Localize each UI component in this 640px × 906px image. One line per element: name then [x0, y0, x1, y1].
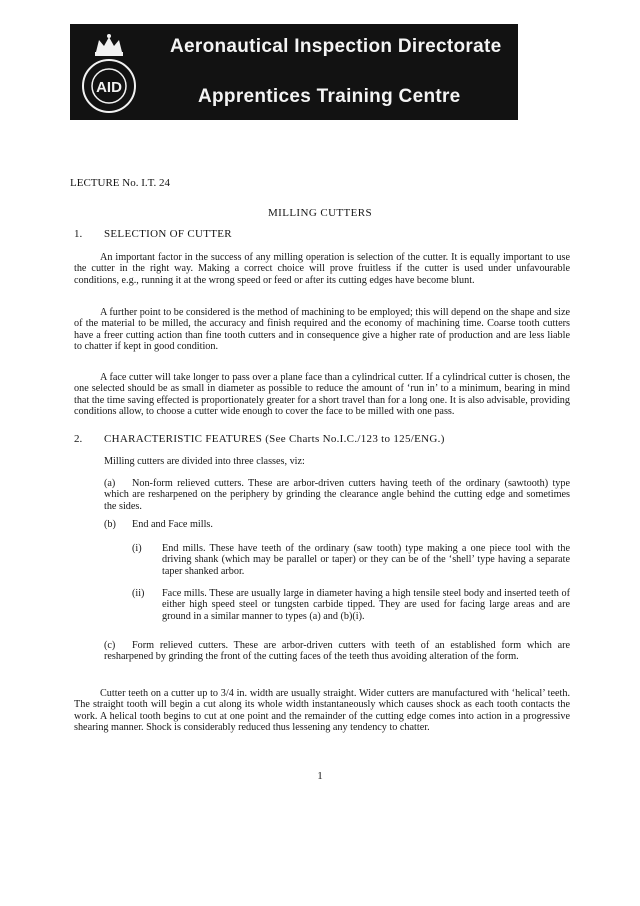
section2-intro: Milling cutters are divided into three classes, viz:	[104, 456, 305, 467]
lecture-number: LECTURE No. I.T. 24	[70, 177, 171, 189]
item-b1-text: End mills. These have teeth of the ordinary (saw tooth) type making a one piece tool with the driving shank (which may be parallel or taper) or they can be of the ‘shell’ type having a separate taper shanked arbor.	[162, 543, 570, 577]
item-a-text: Non-form relieved cutters. These are arbor-driven cutters having teeth of the ordinary (sawtooth) type which are resharpened on the periphery by grinding the clearance angle behind the cutting edge and sometimes the sides.	[104, 478, 570, 512]
page-number: 1	[317, 770, 323, 782]
item-a-label: (a)	[104, 478, 116, 489]
item-c-label: (c)	[104, 640, 116, 651]
section2-final-paragraph: Cutter teeth on a cutter up to 3/4 in. width are usually straight. Wider cutters are manufactured with ‘helical’ teeth. The straight tooth will begin a cut along its whole width instantaneously which causes shock as each tooth contacts the work. A helical tooth begins to cut at one point and the remainder of the cutting edge comes into action in a progressive shearing manner. Shock is considerably reduced thus lessening any tendency to chatter.	[74, 688, 570, 734]
section1-paragraph1: An important factor in the success of any milling operation is selection of the cutter. It is equally important to use the cutter in the right way. Making a correct choice will prove fruitless if the cutter is used under unfavourable conditions, e.g., running it at the wrong speed or feed or after its cutting edges have become blunt.	[74, 252, 570, 286]
item-b2-label: (ii)	[132, 588, 145, 599]
section1-heading: SELECTION OF CUTTER	[104, 228, 232, 240]
header-banner	[70, 24, 518, 120]
header-title-line1: Aeronautical Inspection Directorate	[170, 36, 502, 57]
emblem-letters: AID	[96, 79, 122, 96]
document-title: MILLING CUTTERS	[267, 207, 373, 219]
item-b-text: End and Face mills.	[132, 519, 213, 530]
section1-paragraph3: A face cutter will take longer to pass over a plane face than a cylindrical cutter. If a cylindrical cutter is chosen, the one selected should be as small in diameter as possible to reduce the amount of ‘run in’ to a minimum, bearing in mind that the time saving effected is proportionately greater for a short travel than for a long one. It is also advisable, providing conditions allow, to choose a cutter wide enough to cover the face to be milled with one pass.	[74, 372, 570, 418]
aid-emblem-icon	[76, 32, 142, 116]
item-b2-text: Face mills. These are usually large in diameter having a high tensile steel body and inserted teeth of either high speed steel or tungsten carbide tipped. They are used for facing large areas and are ground in a similar manner to types (a) and (b)(i).	[162, 588, 570, 622]
section1-number: 1.	[74, 228, 83, 240]
section2-heading: CHARACTERISTIC FEATURES (See Charts No.I.C./123 to 125/ENG.)	[104, 433, 445, 445]
item-b-label: (b)	[104, 519, 116, 530]
item-c-text: Form relieved cutters. These are arbor-driven cutters with teeth of an established form which are resharpened by grinding the front of the cutting faces of the teeth thus avoiding alteration of the form.	[104, 640, 570, 663]
section1-paragraph2: A further point to be considered is the method of machining to be employed; this will depend on the shape and size of the material to be milled, the accuracy and finish required and the economy of machining time. Coarse tooth cutters have a freer cutting action than fine tooth cutters and in consequence give a higher rate of production and are less liable to chatter if kept in good condition.	[74, 307, 570, 353]
item-b1-label: (i)	[132, 543, 142, 554]
section2-number: 2.	[74, 433, 83, 445]
header-title-line2: Apprentices Training Centre	[198, 86, 461, 107]
